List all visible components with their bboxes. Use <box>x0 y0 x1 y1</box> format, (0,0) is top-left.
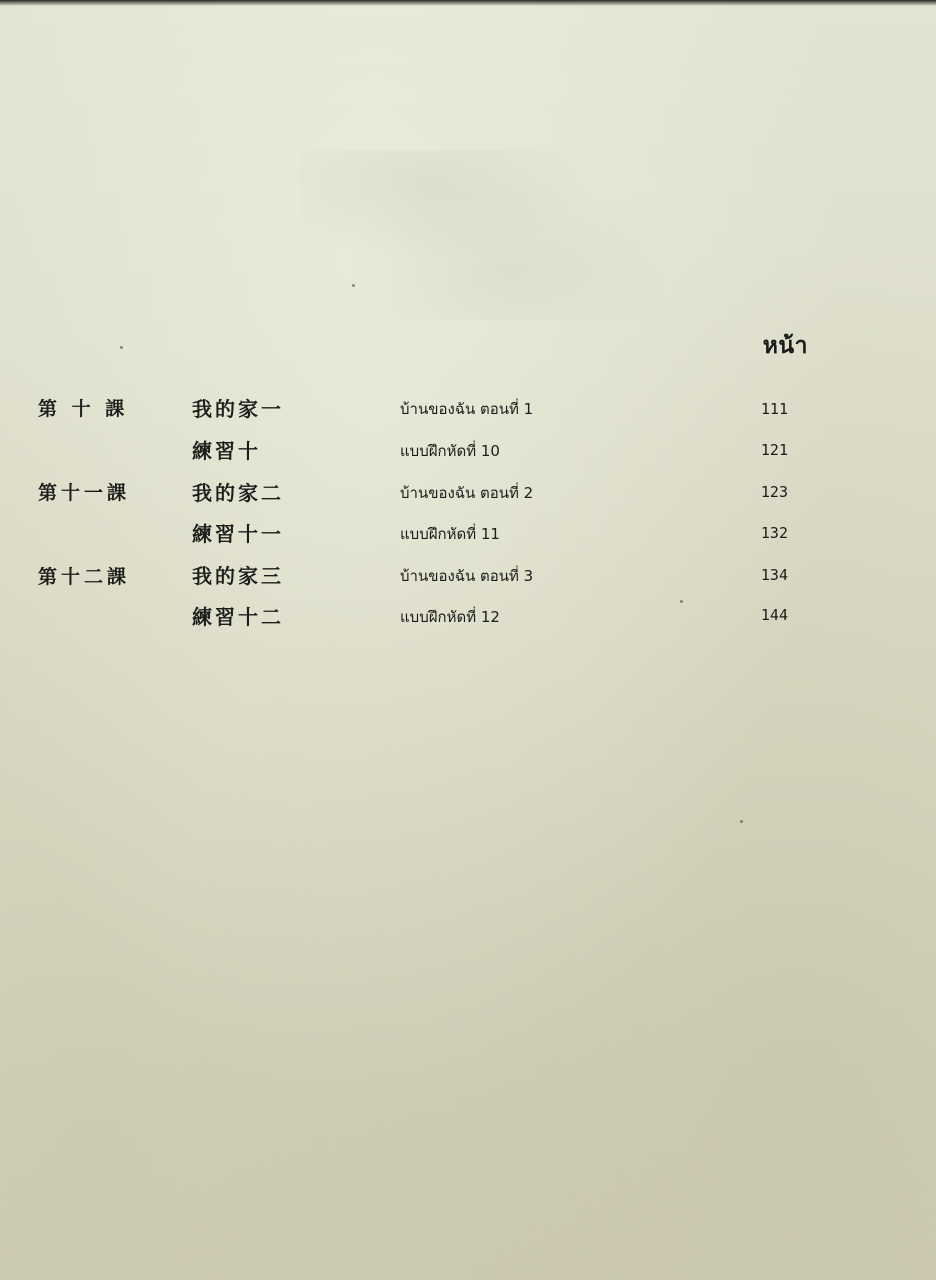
toc-thai-title: บ้านของฉัน ตอนที่ 1 <box>400 400 534 418</box>
toc-chinese-title: 我的家二 <box>192 481 284 505</box>
toc-lesson-label: 第十二課 <box>38 566 131 588</box>
toc-page-number: 123 <box>760 483 788 501</box>
toc-chinese-title: 我的家三 <box>192 564 284 588</box>
toc-thai-title: บ้านของฉัน ตอนที่ 3 <box>400 567 534 585</box>
toc-page-number: 134 <box>760 566 788 584</box>
toc-page-number: 132 <box>760 524 788 542</box>
toc-lesson-label: 第十一課 <box>38 482 131 504</box>
toc-page-number: 111 <box>760 400 788 418</box>
toc-chinese-title: 練習十二 <box>192 605 284 629</box>
toc-lesson-label: 第 十 課 <box>38 398 129 420</box>
page-column-header: หน้า <box>762 333 808 359</box>
toc-thai-title: แบบฝึกหัดที่ 11 <box>400 525 500 543</box>
toc-chinese-title: 練習十一 <box>192 522 284 546</box>
toc-thai-title: แบบฝึกหัดที่ 12 <box>400 608 500 626</box>
toc-chinese-title: 我的家一 <box>192 397 284 421</box>
toc-chinese-title: 練習十 <box>192 439 261 463</box>
toc-thai-title: บ้านของฉัน ตอนที่ 2 <box>400 484 534 502</box>
toc-page-number: 144 <box>760 606 788 624</box>
toc-page-number: 121 <box>760 441 788 459</box>
toc-thai-title: แบบฝึกหัดที่ 10 <box>400 442 500 460</box>
